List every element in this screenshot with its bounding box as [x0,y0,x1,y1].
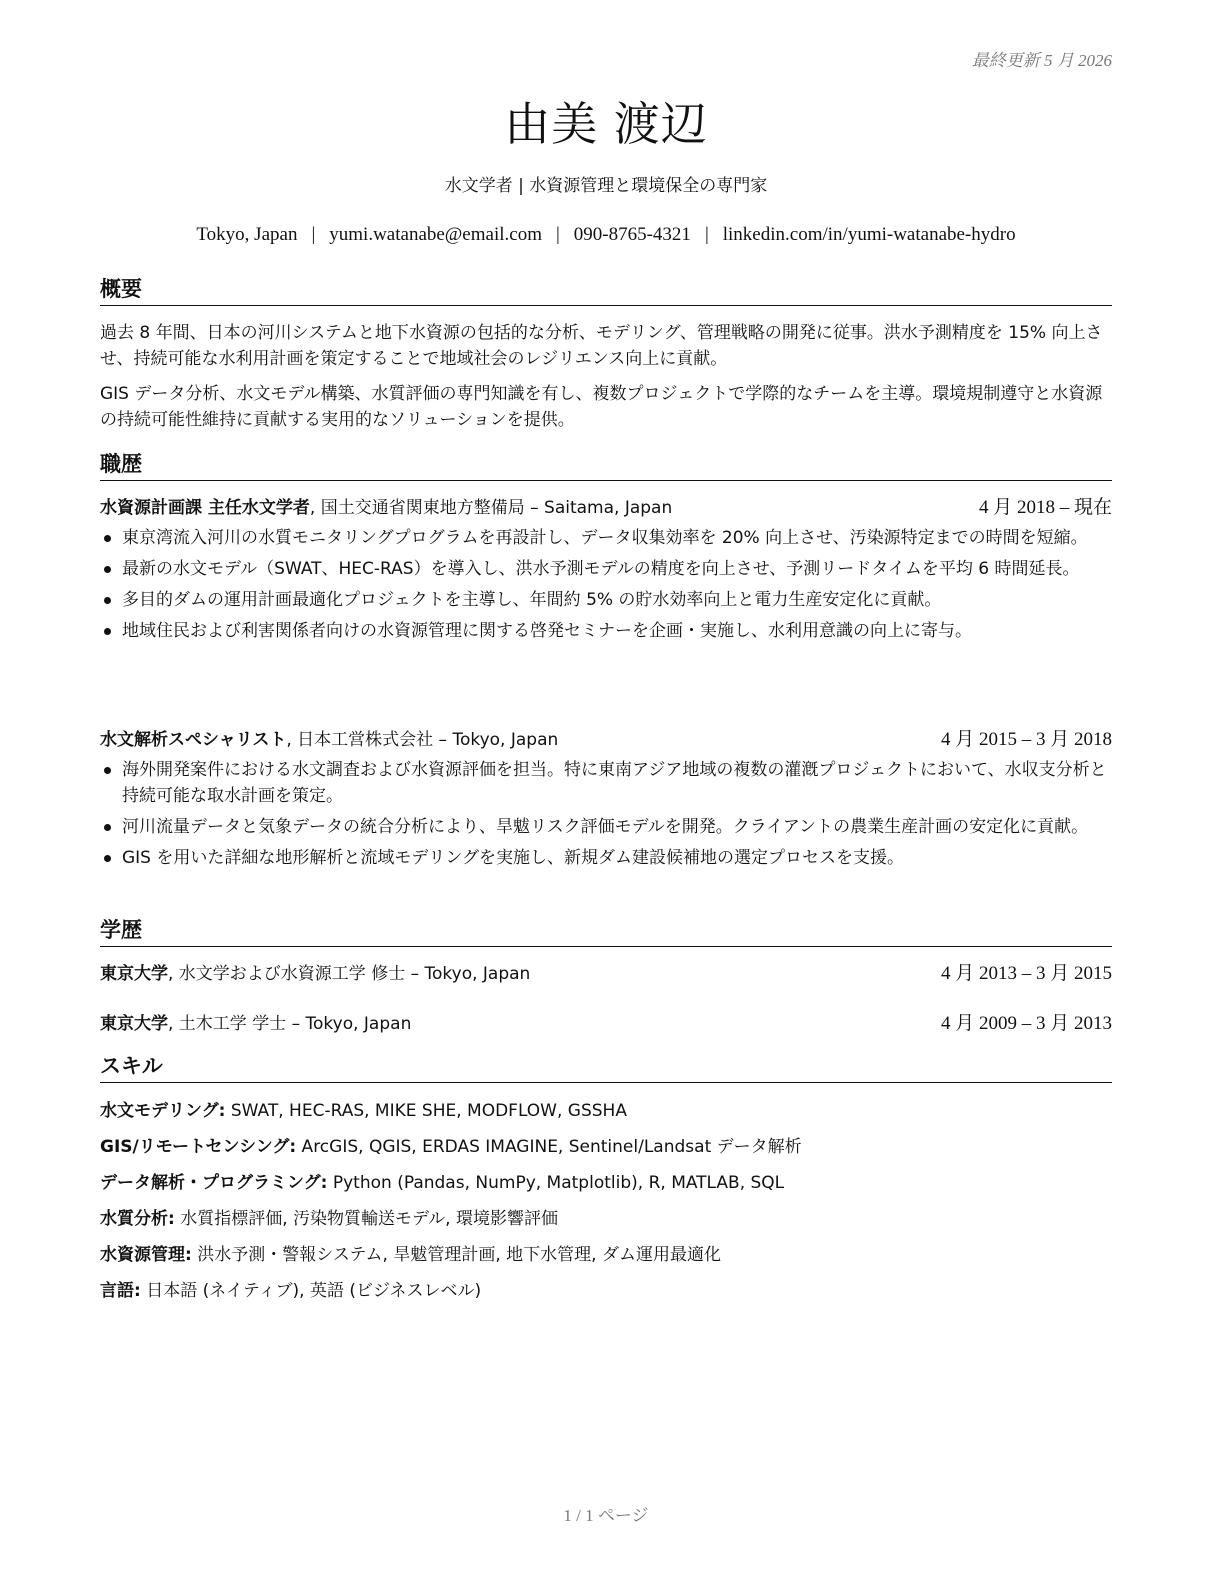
resume-page [100,0,1112,1584]
job-date: 4 月 2015 – 3 月 2018 [940,729,1112,750]
skill-values: 水質指標評価, 汚染物質輸送モデル, 環境影響評価 [174,1209,558,1229]
skill-category: データ解析・プログラミング: [100,1173,328,1193]
job-bullet [100,757,1112,809]
bullet-dot-icon [104,566,111,573]
contact-email[interactable]: yumi.watanabe@email.com [329,224,542,245]
skill-row [100,1242,1112,1267]
skill-row [100,1206,1112,1231]
section-title-summary: 概要 [100,275,1112,306]
education-school: 東京大学 [100,1014,168,1034]
job-org: , 日本工営株式会社 – Tokyo, Japan [286,730,559,750]
job-bullet [100,814,1112,840]
education-detail: , 水文学および水資源工学 修士 – Tokyo, Japan [168,964,531,984]
job-bullet [100,845,1112,871]
job-bullet-text: GIS を用いた詳細な地形解析と流域モデリングを実施し、新規ダム建設候補地の選定プロセスを支援。 [122,848,905,868]
contact-linkedin[interactable]: linkedin.com/in/yumi-watanabe-hydro [722,224,1016,245]
skill-category: 水資源管理: [100,1245,192,1265]
job-bullets [100,757,1112,876]
skill-category: GIS/リモートセンシング: [100,1137,297,1157]
education-school: 東京大学 [100,964,168,984]
contact-location: Tokyo, Japan [196,224,298,245]
skill-values: SWAT, HEC-RAS, MIKE SHE, MODFLOW, GSSHA [225,1101,627,1121]
job-date: 4 月 2018 – 現在 [978,497,1112,518]
contact-line [100,224,1112,246]
job-bullet-text: 海外開発案件における水文調査および水資源評価を担当。特に東南アジア地域の複数の灌漑プロジェクトにおいて、水収支分析と持続可能な取水計画を策定。 [122,760,1107,806]
skill-row [100,1098,1112,1123]
education-item [100,962,1112,986]
job-bullet-text: 最新の水文モデル（SWAT、HEC-RAS）を導入し、洪水予測モデルの精度を向上させ、予測リードタイムを平均 6 時間延長。 [122,559,1080,579]
skill-values: 日本語 (ネイティブ), 英語 (ビジネスレベル) [140,1281,482,1301]
skill-row [100,1278,1112,1303]
skills-list [100,1098,1112,1314]
skill-row [100,1134,1112,1159]
job-role: 水資源計画課 主任水文学者 [100,498,310,518]
skill-row [100,1170,1112,1195]
contact-phone: 090-8765-4321 [573,224,691,245]
person-name: 由美 渡辺 [504,97,708,151]
education-date: 4 月 2009 – 3 月 2013 [940,1013,1112,1034]
job-role: 水文解析スペシャリスト [100,730,287,750]
bullet-dot-icon [104,824,111,831]
job-bullet [100,556,1112,582]
last-updated: 最終更新 5 月 2026 [971,51,1112,70]
job-bullet-text: 多目的ダムの運用計画最適化プロジェクトを主導し、年間約 5% の貯水効率向上と電力生産安定化に貢献。 [122,590,942,610]
section-title-experience: 職歴 [100,450,1112,481]
education-item [100,1012,1112,1036]
job-header [100,728,1112,752]
skill-values: 洪水予測・警報システム, 旱魃管理計画, 地下水管理, ダム運用最適化 [191,1245,721,1265]
skill-values: ArcGIS, QGIS, ERDAS IMAGINE, Sentinel/Landsat データ解析 [296,1137,802,1157]
summary-paragraph: 過去 8 年間、日本の河川システムと地下水資源の包括的な分析、モデリング、管理戦略の開発に従事。洪水予測精度を 15% 向上させ、持続可能な水利用計画を策定することで地域社会のレジリエンス向上に貢献。 [100,323,1103,369]
bullet-dot-icon [104,628,111,635]
job-bullet-text: 地域住民および利害関係者向けの水資源管理に関する啓発セミナーを企画・実施し、水利用意識の向上に寄与。 [122,621,972,641]
summary-paragraph: GIS データ分析、水文モデル構築、水質評価の専門知識を有し、複数プロジェクトで学際的なチームを主導。環境規制遵守と水資源の持続可能性維持に貢献する実用的なソリューションを提供。 [100,384,1103,430]
contact-separator: | [704,224,709,245]
skill-category: 水質分析: [100,1209,175,1229]
job-bullet [100,525,1112,551]
bullet-dot-icon [104,535,111,542]
contact-separator: | [311,224,316,245]
skill-category: 言語: [100,1281,141,1301]
section-title-skills: スキル [100,1052,1112,1083]
bullet-dot-icon [104,767,111,774]
job-bullet [100,587,1112,613]
page-number: 1 / 1 ページ [563,1506,649,1525]
headline: 水文学者 | 水資源管理と環境保全の専門家 [444,176,768,196]
bullet-dot-icon [104,855,111,862]
bullet-dot-icon [104,597,111,604]
job-org: , 国土交通省関東地方整備局 – Saitama, Japan [309,498,673,518]
job-bullet-text: 東京湾流入河川の水質モニタリングプログラムを再設計し、データ収集効率を 20% 向上させ、汚染源特定までの時間を短縮。 [122,528,1088,548]
job-bullet [100,618,1112,644]
job-header [100,496,1112,520]
skill-category: 水文モデリング: [100,1101,226,1121]
section-title-education: 学歴 [100,916,1112,947]
job-bullets [100,525,1112,649]
skill-values: Python (Pandas, NumPy, Matplotlib), R, MATLAB, SQL [327,1173,785,1193]
job-bullet-text: 河川流量データと気象データの統合分析により、旱魃リスク評価モデルを開発。クライアントの農業生産計画の安定化に貢献。 [122,817,1089,837]
education-detail: , 土木工学 学士 – Tokyo, Japan [168,1014,412,1034]
contact-separator: | [555,224,560,245]
education-date: 4 月 2013 – 3 月 2015 [940,963,1112,984]
